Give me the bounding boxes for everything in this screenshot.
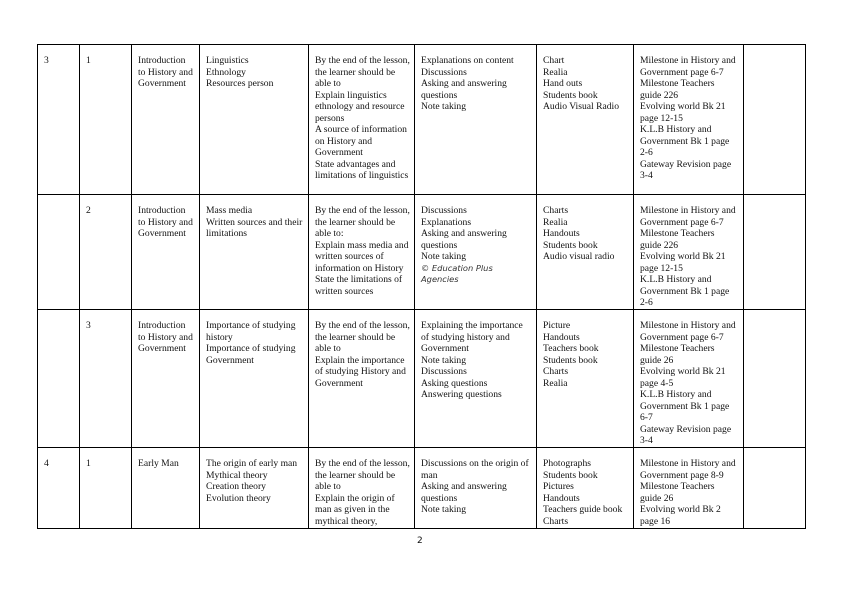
resources-line: Photographs [543,458,591,469]
topic-line: Introduction [138,55,186,66]
subtopic-line: Creation theory [206,481,266,492]
objectives-line: man as given in the [315,504,390,515]
references-line: page 16 [640,515,671,527]
lesson-cell [80,195,132,310]
resources-line: Charts [543,205,569,216]
objectives-line: able to: [315,228,344,239]
objectives-line: Explain the origin of [315,492,395,504]
subtopic-line: Ethnology [206,66,246,78]
references-cell [634,195,744,310]
objectives-line: By the end of the lesson, [315,320,410,331]
topic-cell [132,448,200,529]
references-line: Milestone in History and [640,320,736,331]
activities-cell [415,310,537,448]
references-line: K.L.B History and [640,389,712,400]
topic-line: Early Man [138,458,179,469]
references-line: Milestone Teachers [640,228,715,239]
subtopic-line: Written sources and their [206,216,303,228]
topic-cell [132,195,200,310]
activities-cell [415,448,537,529]
scheme-of-work-table [37,44,806,529]
resources-line: Realia [543,377,568,389]
subtopic-line: Importance of studying [206,320,296,331]
references-line: Milestone in History and [640,458,736,469]
objectives-line: able to [315,78,341,89]
objectives-line: mythical theory, [315,515,378,527]
objectives-line: able to [315,343,341,354]
objectives-line: ethnology and resource [315,101,405,112]
references-line: 6-7 [640,412,653,423]
week-cell [38,195,80,310]
references-line: Government page 6-7 [640,216,724,228]
references-line: Milestone in History and [640,55,736,66]
subtopic-line: Mass media [206,205,253,216]
table-row [38,195,806,310]
week-cell [38,448,80,529]
activities-line: Note taking [421,251,467,262]
activities-line: Note taking [421,354,467,366]
activities-line: questions [421,89,458,101]
references-line: Gateway Revision page [640,423,732,435]
activities-line: Asking and answering [421,228,507,239]
references-cell [634,45,744,195]
resources-line: Students book [543,354,598,366]
topic-line: Introduction [138,205,186,216]
resources-line: Realia [543,216,568,228]
subtopic-line: limitations [206,228,248,239]
activities-cell [415,45,537,195]
lesson-text: 1 [86,458,91,469]
watermark-text: © Education Plus Agencies [421,262,493,284]
remarks-cell [744,195,806,310]
resources-line: Charts [543,366,569,377]
references-line: Evolving world Bk 2 [640,504,721,515]
resources-line: Teachers guide book [543,504,623,515]
resources-line: Students book [543,89,598,101]
topic-line: Government [138,78,186,89]
references-line: guide 226 [640,239,679,251]
page-number: 2 [417,536,423,546]
activities-line: questions [421,239,458,251]
objectives-line: State advantages and [315,158,396,170]
references-line: 3-4 [640,170,653,181]
week-text: 4 [44,458,49,469]
subtopic-line: Mythical theory [206,469,268,481]
activities-line: Government [421,343,469,354]
lesson-text: 2 [86,205,91,216]
week-cell [38,45,80,195]
subtopic-line: Importance of studying [206,343,296,354]
remarks-cell [744,448,806,529]
subtopic-line: Evolution theory [206,492,271,504]
activities-line: Discussions [421,66,467,78]
objectives-line: A source of information [315,124,407,135]
lesson-text: 1 [86,55,91,66]
lesson-text: 3 [86,320,91,331]
objectives-line: the learner should be [315,66,396,78]
objectives-line: By the end of the lesson, [315,55,410,66]
activities-line: man [421,469,438,481]
references-line: Milestone in History and [640,205,736,216]
topic-line: Government [138,228,186,239]
subtopic-cell [200,448,309,529]
objectives-line: State the limitations of [315,274,403,285]
lesson-cell [80,448,132,529]
references-line: Government page 6-7 [640,331,724,343]
remarks-cell [744,45,806,195]
objectives-cell [309,45,415,195]
resources-line: Handouts [543,228,580,239]
references-cell [634,310,744,448]
resources-line: Audio visual radio [543,251,615,262]
resources-cell [537,45,634,195]
references-line: Milestone Teachers [640,343,715,354]
references-line: 3-4 [640,435,653,446]
objectives-line: Government [315,147,363,158]
objectives-line: persons [315,112,345,124]
activities-line: Explaining the importance [421,320,523,331]
topic-line: Government [138,343,186,354]
resources-line: Hand outs [543,78,583,89]
objectives-line: Explain linguistics [315,89,387,101]
activities-line: Discussions [421,366,467,377]
references-line: K.L.B History and [640,124,712,135]
resources-line: Students book [543,239,598,251]
resources-line: Realia [543,66,568,78]
resources-line: Audio Visual Radio [543,101,619,112]
references-line: Evolving world Bk 21 [640,366,726,377]
objectives-cell [309,448,415,529]
activities-line: Discussions on the origin of [421,458,529,469]
resources-line: Teachers book [543,343,599,354]
references-line: Milestone Teachers [640,481,715,492]
objectives-line: on History and [315,135,373,147]
objectives-line: of studying History and [315,366,406,377]
resources-cell [537,448,634,529]
topic-line: to History and [138,216,193,228]
objectives-line: Explain the importance [315,354,405,366]
subtopic-cell [200,45,309,195]
references-line: Gateway Revision page [640,158,732,170]
references-line: Evolving world Bk 21 [640,251,726,262]
activities-line: Discussions [421,205,467,216]
references-line: Government Bk 1 page [640,285,730,297]
activities-line: Note taking [421,101,467,112]
references-cell [634,448,744,529]
references-line: guide 26 [640,492,674,504]
topic-cell [132,45,200,195]
objectives-line: By the end of the lesson, [315,205,410,216]
objectives-line: the learner should be [315,469,396,481]
topic-line: Introduction [138,320,186,331]
references-line: Milestone Teachers [640,78,715,89]
activities-line: Note taking [421,504,467,515]
references-line: Evolving world Bk 21 [640,101,726,112]
table-row [38,310,806,448]
objectives-line: limitations of linguistics [315,170,409,181]
references-line: page 12-15 [640,112,683,124]
resources-line: Pictures [543,481,574,492]
activities-cell [415,195,537,310]
topic-line: to History and [138,331,193,343]
references-line: page 4-5 [640,377,674,389]
activities-line: Asking and answering [421,78,507,89]
resources-line: Picture [543,320,571,331]
references-line: Government page 8-9 [640,469,724,481]
subtopic-line: The origin of early man [206,458,298,469]
objectives-line: written sources [315,285,374,297]
objectives-line: the learner should be [315,331,396,343]
activities-line: of studying history and [421,331,510,343]
activities-line: questions [421,492,458,504]
references-line: guide 226 [640,89,679,101]
resources-line: Charts [543,515,569,527]
subtopic-line: Linguistics [206,55,249,66]
objectives-line: Government [315,377,363,389]
objectives-line: the learner should be [315,216,396,228]
topic-line: to History and [138,66,193,78]
objectives-line: able to [315,481,341,492]
resources-cell [537,310,634,448]
subtopic-line: history [206,331,233,343]
objectives-line: written sources of [315,251,384,262]
resources-line: Handouts [543,331,580,343]
activities-line: Asking questions [421,377,488,389]
activities-line: Asking and answering [421,481,507,492]
activities-line: Answering questions [421,389,502,400]
references-line: guide 26 [640,354,674,366]
subtopic-line: Government [206,354,254,366]
subtopic-cell [200,310,309,448]
references-line: page 12-15 [640,262,683,274]
references-line: 2-6 [640,297,653,308]
objectives-cell [309,310,415,448]
resources-line: Chart [543,55,565,66]
table-row [38,45,806,195]
objectives-line: Explain mass media and [315,239,409,251]
objectives-line: By the end of the lesson, [315,458,410,469]
objectives-cell [309,195,415,310]
topic-cell [132,310,200,448]
lesson-cell [80,45,132,195]
references-line: K.L.B History and [640,274,712,285]
resources-cell [537,195,634,310]
references-line: Government Bk 1 page [640,135,730,147]
activities-line: Explanations [421,216,472,228]
subtopic-line: Resources person [206,78,274,89]
week-cell [38,310,80,448]
references-line: 2-6 [640,147,653,158]
resources-line: Handouts [543,492,580,504]
week-text: 3 [44,55,49,66]
objectives-line: information on History [315,262,404,274]
references-line: Government page 6-7 [640,66,724,78]
lesson-cell [80,310,132,448]
resources-line: Students book [543,469,598,481]
table-row [38,448,806,529]
subtopic-cell [200,195,309,310]
activities-line: Explanations on content [421,55,514,66]
remarks-cell [744,310,806,448]
references-line: Government Bk 1 page [640,400,730,412]
